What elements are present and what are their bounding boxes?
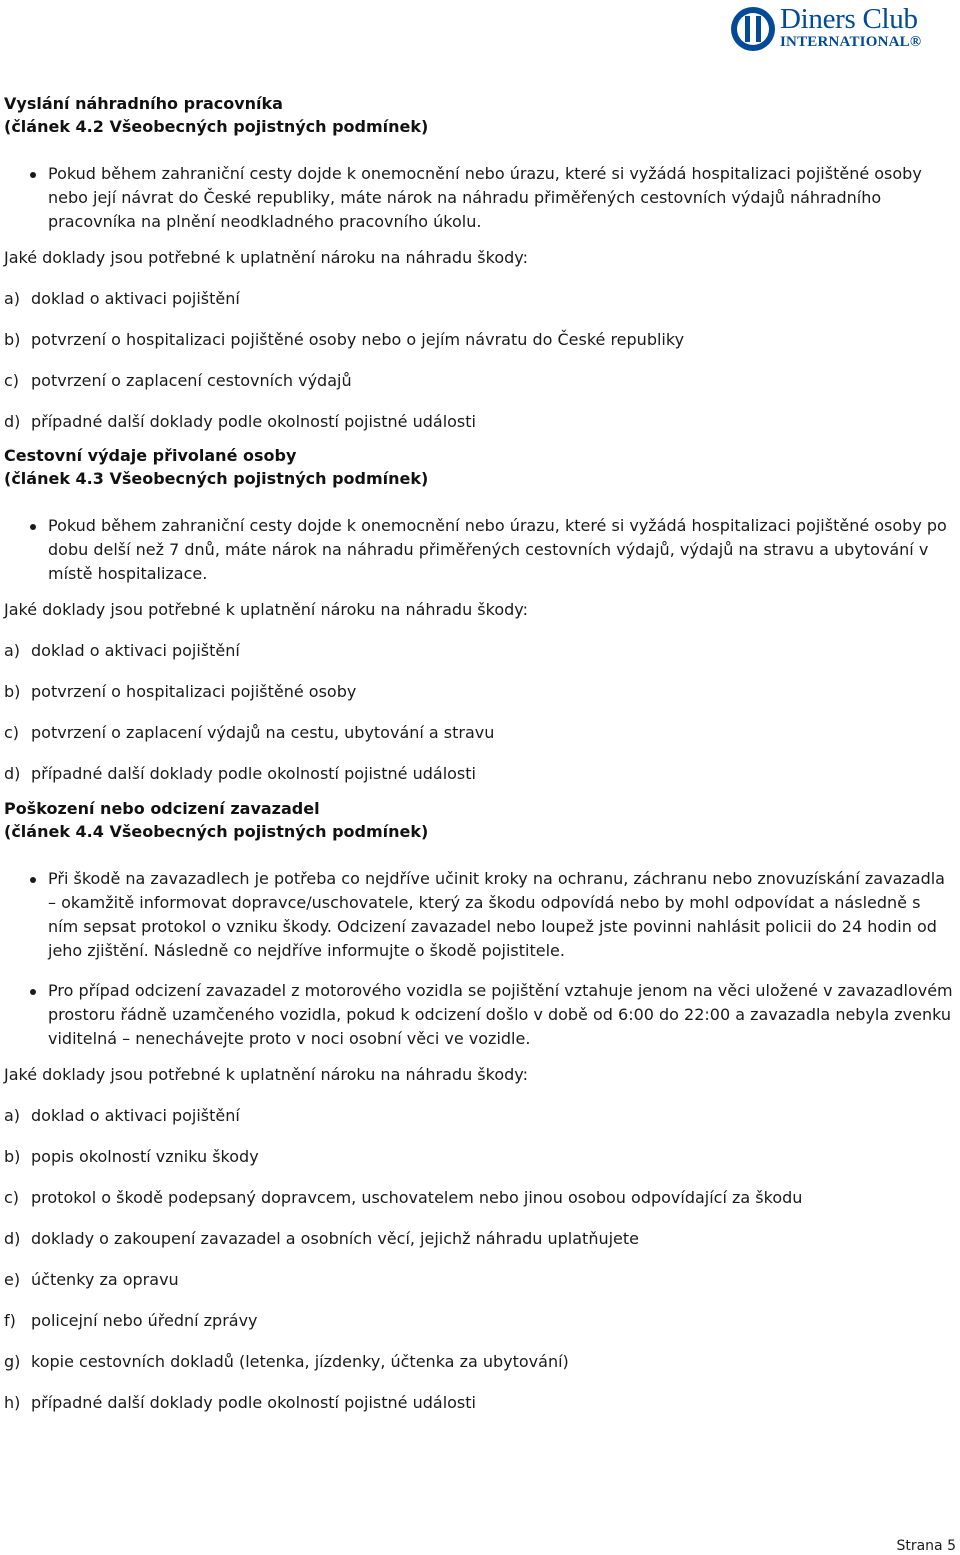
list-item <box>4 762 954 786</box>
documents-question: Jaké doklady jsou potřebné k uplatnění nároku na náhradu škody: <box>4 248 528 267</box>
item-text: doklad o aktivaci pojištění <box>31 289 240 308</box>
item-text: protokol o škodě podepsaný dopravcem, uschovatelem nebo jinou osobou odpovídající za škodu <box>31 1188 803 1207</box>
item-letter: c) <box>4 371 20 390</box>
item-letter: f) <box>4 1311 16 1330</box>
item-text: doklad o aktivaci pojištění <box>31 641 240 660</box>
section-luggage-damage <box>4 797 954 1415</box>
bullet-text: Pro případ odcizení zavazadel z motorového vozidla se pojištění vztahuje jenom na věci uložené v zavazadlovém prostoru řádně uzamčeného vozidla, pokud k odcizení došlo v době od 6:00 do 22:00 a zavazadla nebyla zvenku viditelná – nenechávejte proto v noci osobní věci ve vozidle. <box>48 981 953 1048</box>
section-title: Vyslání náhradního pracovníka <box>4 94 283 113</box>
bullet-item <box>4 979 954 1051</box>
bullet-text: Pokud během zahraniční cesty dojde k onemocnění nebo úrazu, které si vyžádá hospitalizaci pojištěné osoby nebo její návrat do České republiky, máte nárok na náhradu přiměřených cestovních výdajů náhradního pracovníka na plnění neodkladného pracovního úkolu. <box>48 164 922 231</box>
list-item <box>4 1227 954 1251</box>
item-text: policejní nebo úřední zprávy <box>31 1311 258 1330</box>
item-letter: c) <box>4 1188 20 1207</box>
logo-name: Diners Club <box>780 3 918 35</box>
list-item <box>4 1309 954 1333</box>
bullet-text: Pokud během zahraniční cesty dojde k onemocnění nebo úrazu, které si vyžádá hospitalizaci pojištěné osoby po dobu delší než 7 dnů, máte nárok na náhradu přiměřených cestovních výdajů, výdajů na stravu a ubytování v místě hospitalizace. <box>48 516 947 583</box>
bullet-icon <box>30 524 36 530</box>
item-text: kopie cestovních dokladů (letenka, jízdenky, účtenka za ubytování) <box>31 1352 569 1371</box>
list-item <box>4 639 954 663</box>
item-text: účtenky za opravu <box>31 1270 179 1289</box>
page-number: Strana 5 <box>896 1538 956 1554</box>
list-item <box>4 1145 954 1169</box>
section-replacement-worker <box>4 92 954 434</box>
item-text: potvrzení o zaplacení cestovních výdajů <box>31 371 352 390</box>
documents-list <box>4 287 954 434</box>
bullet-icon <box>30 877 36 883</box>
item-text: popis okolností vzniku škody <box>31 1147 259 1166</box>
item-letter: b) <box>4 1147 21 1166</box>
list-item <box>4 287 954 311</box>
diners-club-emblem-icon <box>730 0 776 58</box>
bullet-icon <box>30 172 36 178</box>
bullet-list <box>4 514 954 586</box>
item-letter: d) <box>4 764 21 783</box>
list-item <box>4 1391 954 1415</box>
list-item <box>4 328 954 352</box>
item-letter: e) <box>4 1270 21 1289</box>
section-subtitle: (článek 4.4 Všeobecných pojistných podmínek) <box>4 822 429 841</box>
item-text: potvrzení o zaplacení výdajů na cestu, ubytování a stravu <box>31 723 495 742</box>
bullet-item <box>4 867 954 963</box>
section-title: Poškození nebo odcizení zavazadel <box>4 799 320 818</box>
item-letter: h) <box>4 1393 21 1412</box>
item-letter: g) <box>4 1352 21 1371</box>
diners-club-logo <box>730 0 955 58</box>
section-title: Cestovní výdaje přivolané osoby <box>4 446 297 465</box>
list-item <box>4 1350 954 1374</box>
bullet-icon <box>30 989 36 995</box>
item-text: případné další doklady podle okolností pojistné události <box>31 764 476 783</box>
item-letter: a) <box>4 289 21 308</box>
section-subtitle: (článek 4.2 Všeobecných pojistných podmínek) <box>4 117 429 136</box>
bullet-text: Při škodě na zavazadlech je potřeba co nejdříve učinit kroky na ochranu, záchranu nebo znovuzískání zavazadla – okamžitě informovat dopravce/uschovatele, který za škodu odpovídá nebo by mohl odpovídat a následně s ním sepsat protokol o vzniku škody. Odcizení zavazadel nebo loupež jste povinni nahlásit policii do 24 hodin od jeho zjištění. Následně co nejdříve informujte o škodě pojistitele. <box>48 869 945 960</box>
item-letter: c) <box>4 723 20 742</box>
documents-list <box>4 639 954 786</box>
section-travel-expenses <box>4 444 954 786</box>
section-subtitle: (článek 4.3 Všeobecných pojistných podmínek) <box>4 469 429 488</box>
bullet-item <box>4 162 954 234</box>
documents-question: Jaké doklady jsou potřebné k uplatnění nároku na náhradu škody: <box>4 600 528 619</box>
item-letter: a) <box>4 1106 21 1125</box>
item-text: potvrzení o hospitalizaci pojištěné osoby nebo o jejím návratu do České republiky <box>31 330 685 349</box>
documents-question: Jaké doklady jsou potřebné k uplatnění nároku na náhradu škody: <box>4 1065 528 1084</box>
bullet-list <box>4 867 954 1051</box>
list-item <box>4 721 954 745</box>
list-item <box>4 1104 954 1128</box>
list-item <box>4 680 954 704</box>
logo-subtitle: INTERNATIONAL® <box>780 34 922 50</box>
item-letter: d) <box>4 412 21 431</box>
list-item <box>4 1186 954 1210</box>
item-letter: b) <box>4 330 21 349</box>
item-text: případné další doklady podle okolností pojistné události <box>31 1393 476 1412</box>
item-text: doklad o aktivaci pojištění <box>31 1106 240 1125</box>
item-text: potvrzení o hospitalizaci pojištěné osoby <box>31 682 357 701</box>
item-letter: a) <box>4 641 21 660</box>
bullet-list <box>4 162 954 234</box>
item-text: doklady o zakoupení zavazadel a osobních věcí, jejichž náhradu uplatňujete <box>31 1229 640 1248</box>
list-item <box>4 410 954 434</box>
item-letter: d) <box>4 1229 21 1248</box>
item-letter: b) <box>4 682 21 701</box>
document-body <box>4 92 954 1415</box>
list-item <box>4 369 954 393</box>
documents-list <box>4 1104 954 1415</box>
item-text: případné další doklady podle okolností pojistné události <box>31 412 476 431</box>
bullet-item <box>4 514 954 586</box>
list-item <box>4 1268 954 1292</box>
